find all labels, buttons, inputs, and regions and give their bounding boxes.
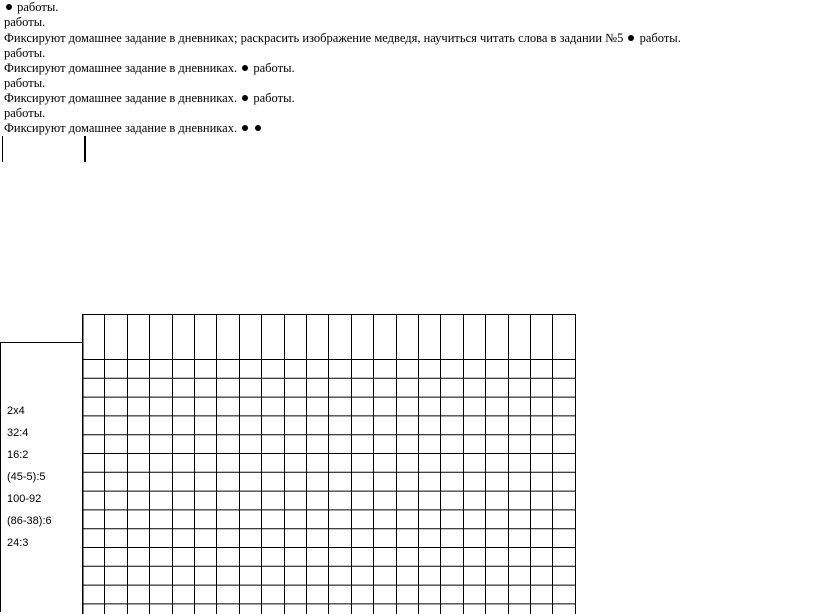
text-line-3: Фиксируют домашнее задание в дневниках; раскрасить изображение медведя, научиться читать слова в задании №5 работы. xyxy=(4,31,681,45)
vertical-divider xyxy=(2,136,3,162)
text-line-2: работы. xyxy=(4,15,46,29)
text-line-4: работы. xyxy=(4,46,46,60)
expression-item: 100-92 xyxy=(7,493,42,505)
bullet-icon xyxy=(255,125,261,131)
coloring-grid xyxy=(82,314,576,614)
bullet-icon xyxy=(242,95,248,101)
text-line-9: Фиксируют домашнее задание в дневниках. xyxy=(4,121,263,136)
expression-item: (45-5):5 xyxy=(7,471,46,483)
text-line-5: Фиксируют домашнее задание в дневниках. работы. xyxy=(4,61,295,75)
text-line-1: работы. xyxy=(4,0,58,15)
expression-item: 2х4 xyxy=(7,405,25,417)
expression-item: 32:4 xyxy=(7,427,29,439)
expression-item: (86-38):6 xyxy=(7,515,52,527)
bullet-icon xyxy=(242,65,248,71)
text-line-7: Фиксируют домашнее задание в дневниках. работы. xyxy=(4,91,295,105)
bullet-icon xyxy=(6,4,12,10)
text-line-8: работы. xyxy=(4,106,46,120)
bullet-icon xyxy=(628,35,634,41)
expression-item: 24:3 xyxy=(7,537,29,549)
expression-item: 16:2 xyxy=(7,449,29,461)
expressions-box xyxy=(0,342,82,612)
bullet-icon xyxy=(242,125,248,131)
text-line-6: работы. xyxy=(4,76,46,90)
vertical-divider xyxy=(84,136,86,162)
